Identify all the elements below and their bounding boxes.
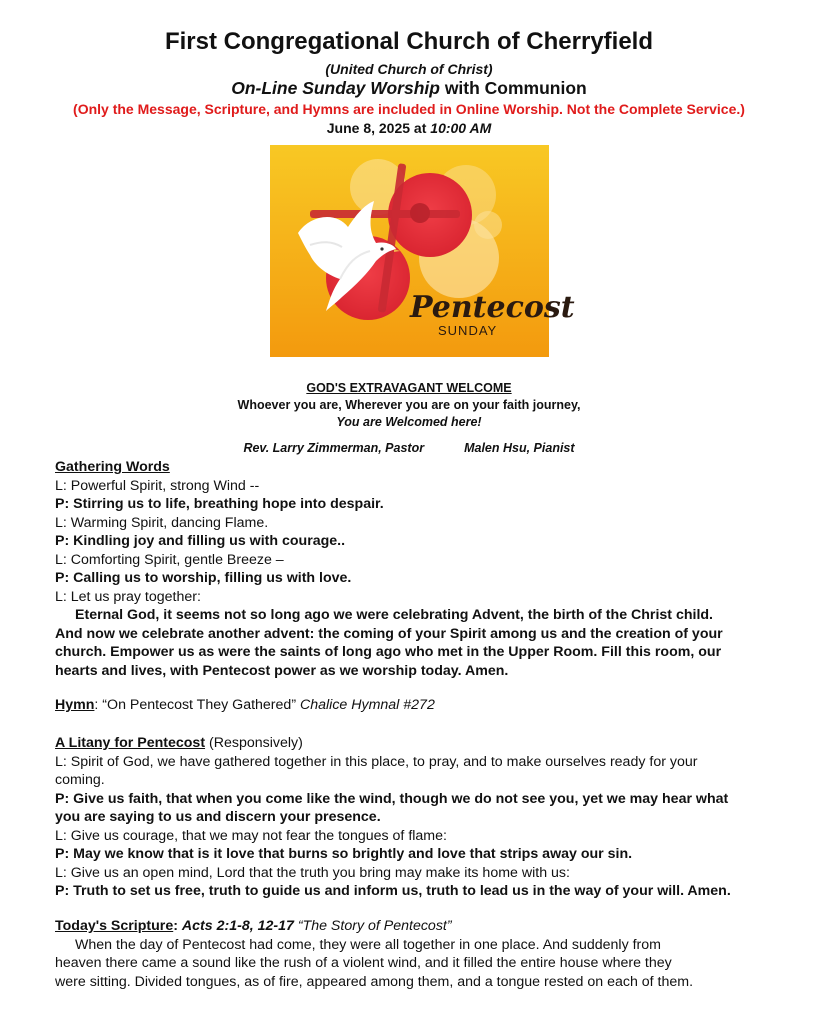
scripture-section [55, 917, 765, 991]
leader-line: L: Comforting Spirit, gentle Breeze – [55, 551, 284, 568]
people-line: P: Calling us to worship, filling us with love. [55, 570, 352, 586]
affiliation: (United Church of Christ) [325, 61, 493, 77]
prayer-line: hearts and lives, with Pentecost power as we worship today. Amen. [55, 662, 509, 679]
people-line: you are saying to us and discern your presence. [55, 809, 381, 825]
litany-heading-line [55, 734, 765, 753]
service-title-prefix: On-Line Sunday Worship [231, 78, 440, 98]
hymn-source: Chalice Hymnal #272 [299, 697, 435, 713]
prayer-line: And now we celebrate another advent: the coming of your Spirit among us and the creation of your [55, 625, 723, 642]
leader-line: L: Give us an open mind, Lord that the truth you bring may make its home with us: [55, 864, 570, 881]
welcome-heading: GOD'S EXTRAVAGANT WELCOME [306, 381, 512, 395]
leader-line: L: Warming Spirit, dancing Flame. [55, 514, 269, 531]
service-date [0, 120, 818, 136]
scripture-colon: : [173, 918, 182, 934]
hymn-line [55, 696, 765, 715]
scripture-reference: Acts 2:1-8, 12-17 [181, 918, 294, 934]
staff-line [0, 441, 818, 455]
leader-line: L: Spirit of God, we have gathered together in this place, to pray, and to make ourselves ready for your [55, 753, 698, 770]
scripture-label: Today's Scripture [55, 918, 174, 934]
people-line: P: May we know that is it love that burns so brightly and love that strips away our sin. [55, 846, 633, 862]
church-name: First Congregational Church of Cherryfield [164, 28, 654, 55]
leader-line: L: Give us courage, that we may not fear the tongues of flame: [55, 827, 447, 844]
pastor-name: Rev. Larry Zimmerman, Pastor [243, 441, 425, 455]
people-line: P: Give us faith, that when you come like the wind, though we do not see you, yet we may hear what [55, 790, 729, 807]
pentecost-banner [270, 145, 575, 357]
prayer-line: church. Empower us as were the saints of long ago who met in the Upper Room. Fill this room, our [55, 644, 722, 660]
hymn-label: Hymn [55, 697, 95, 713]
pianist-name: Malen Hsu, Pianist [464, 441, 575, 455]
hymn-section [55, 696, 765, 715]
people-line: P: Truth to set us free, truth to guide us and inform us, truth to lead us in the way of your will. Amen. [55, 883, 731, 899]
scripture-text-line: were sitting. Divided tongues, as of fire, appeared among them, and a tongue rested on each of them. [55, 973, 694, 990]
gathering-heading: Gathering Words [55, 459, 170, 475]
time-text: 10:00 AM [430, 120, 492, 136]
service-title-suffix: with Communion [439, 78, 587, 98]
litany-heading: A Litany for Pentecost [55, 735, 206, 751]
prayer-line: Eternal God, it seems not so long ago we were celebrating Advent, the birth of the Christ child. [75, 607, 714, 623]
welcome-line-1: Whoever you are, Wherever you are on your faith journey, [237, 398, 581, 412]
leader-line: L: Powerful Spirit, strong Wind -- [55, 477, 260, 494]
banner-word-sunday: SUNDAY [438, 323, 498, 338]
scripture-title: “The Story of Pentecost” [293, 918, 452, 934]
date-text: June 8, 2025 at [326, 120, 431, 136]
service-title [0, 78, 818, 99]
hymn-title: : “On Pentecost They Gathered” [94, 697, 300, 713]
litany-mode: (Responsively) [205, 735, 303, 751]
welcome-line-2: You are Welcomed here! [336, 415, 482, 429]
banner-word-pentecost: Pentecost [410, 290, 575, 325]
scripture-heading-line [55, 917, 765, 936]
gathering-section [55, 458, 765, 680]
people-line: P: Kindling joy and filling us with courage.. [55, 533, 346, 549]
online-note: (Only the Message, Scripture, and Hymns are included in Online Worship. Not the Complete Service.) [73, 101, 745, 117]
leader-line: L: Let us pray together: [55, 588, 201, 605]
people-line: P: Stirring us to life, breathing hope into despair. [55, 496, 384, 512]
leader-line: coming. [55, 772, 105, 788]
scripture-text-line: When the day of Pentecost had come, they were all together in one place. And suddenly from [75, 936, 661, 953]
scripture-text-line: heaven there came a sound like the rush of a violent wind, and it filled the entire house where they [55, 955, 672, 971]
litany-section [55, 734, 765, 901]
